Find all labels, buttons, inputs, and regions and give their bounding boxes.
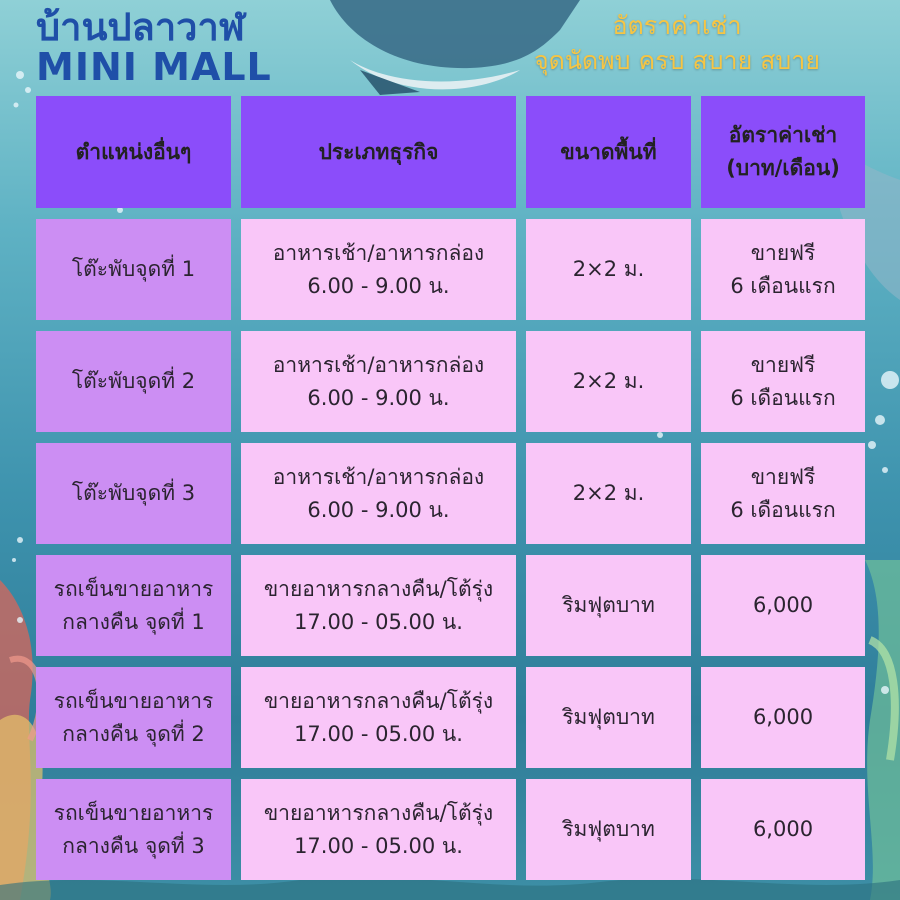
row-6-rent-rate: 6,000 — [701, 779, 865, 880]
row-2-rent-rate: ขายฟรี 6 เดือนแรก — [701, 331, 865, 432]
row-3-position: โต๊ะพับจุดที่ 3 — [36, 443, 231, 544]
row-2-area-size: 2×2 ม. — [526, 331, 691, 432]
brand-name-english: MINI MALL — [36, 44, 272, 89]
row-3-business-type: อาหารเช้า/อาหารกล่อง 6.00 - 9.00 น. — [241, 443, 516, 544]
row-5-position: รถเข็นขายอาหาร กลางคืน จุดที่ 2 — [36, 667, 231, 768]
row-4-area-size: ริมฟุตบาท — [526, 555, 691, 656]
row-1-rent-rate: ขายฟรี 6 เดือนแรก — [701, 219, 865, 320]
header-rent-rate: อัตราค่าเช่า (บาท/เดือน) — [701, 96, 865, 208]
row-5-business-type: ขายอาหารกลางคืน/โต้รุ่ง 17.00 - 05.00 น. — [241, 667, 516, 768]
header-position: ตำแหน่งอื่นๆ — [36, 96, 231, 208]
row-4-position: รถเข็นขายอาหาร กลางคืน จุดที่ 1 — [36, 555, 231, 656]
row-6-area-size: ริมฟุตบาท — [526, 779, 691, 880]
row-6-business-type: ขายอาหารกลางคืน/โต้รุ่ง 17.00 - 05.00 น. — [241, 779, 516, 880]
row-2-business-type: อาหารเช้า/อาหารกล่อง 6.00 - 9.00 น. — [241, 331, 516, 432]
row-4-business-type: ขายอาหารกลางคืน/โต้รุ่ง 17.00 - 05.00 น. — [241, 555, 516, 656]
row-5-area-size: ริมฟุตบาท — [526, 667, 691, 768]
headline-slogan: จุดนัดพบ ครบ สบาย สบาย — [533, 46, 820, 75]
brand-logo — [36, 5, 272, 89]
row-1-area-size: 2×2 ม. — [526, 219, 691, 320]
row-3-rent-rate: ขายฟรี 6 เดือนแรก — [701, 443, 865, 544]
row-4-rent-rate: 6,000 — [701, 555, 865, 656]
header-business-type: ประเภทธุรกิจ — [241, 96, 516, 208]
row-6-position: รถเข็นขายอาหาร กลางคืน จุดที่ 3 — [36, 779, 231, 880]
header-area-size: ขนาดพื้นที่ — [526, 96, 691, 208]
row-1-position: โต๊ะพับจุดที่ 1 — [36, 219, 231, 320]
headline-title: อัตราค่าเช่า — [612, 11, 742, 40]
coral-right — [865, 560, 900, 900]
rental-rate-table — [36, 96, 865, 880]
page-headline — [534, 8, 820, 78]
row-1-business-type: อาหารเช้า/อาหารกล่อง 6.00 - 9.00 น. — [241, 219, 516, 320]
row-2-position: โต๊ะพับจุดที่ 2 — [36, 331, 231, 432]
brand-name-thai: บ้านปลาวาฬ — [36, 5, 245, 49]
row-3-area-size: 2×2 ม. — [526, 443, 691, 544]
row-5-rent-rate: 6,000 — [701, 667, 865, 768]
